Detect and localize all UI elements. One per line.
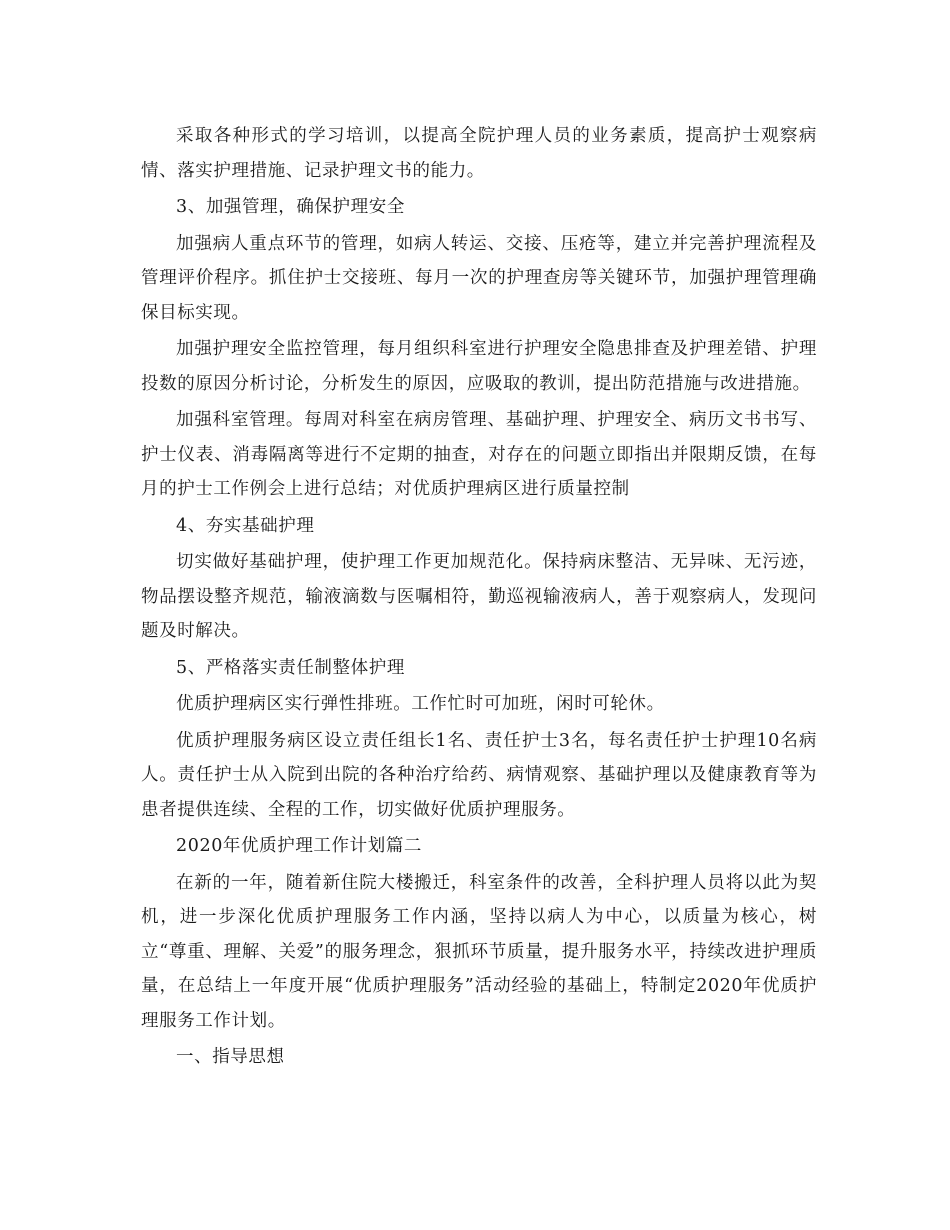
- paragraph-new-year-plan: 在新的一年，随着新住院大楼搬迁，科室条件的改善，全科护理人员将以此为契机，进一步深化优质护理服务工作内涵，坚持以病人为中心，以质量为核心，树立“尊重、理解、关爱”的服务理念，狠抓环节质量，提升服务水平，持续改进护理质量，在总结上一年度开展“优质护理服务”活动经验的基础上，特制定2020年优质护理服务工作计划。: [141, 872, 817, 1031]
- section-heading-3: 3、加强管理，确保护理安全: [176, 197, 405, 217]
- paragraph-training: 采取各种形式的学习培训，以提高全院护理人员的业务素质，提高护士观察病情、落实护理措施、记录护理文书的能力。: [141, 126, 817, 181]
- document-body: [141, 119, 817, 1077]
- section-heading-guiding-ideology: 一、指导思想: [176, 1047, 285, 1067]
- paragraph-basic-care: 切实做好基础护理，使护理工作更加规范化。保持病床整洁、无异味、无污迹，物品摆设整齐规范，输液滴数与医嘱相符，勤巡视输液病人，善于观察病人，发现问题及时解决。: [141, 552, 817, 641]
- paragraph-key-links: 加强病人重点环节的管理，如病人转运、交接、压疮等，建立并完善护理流程及管理评价程序。抓住护士交接班、每月一次的护理查房等关键环节，加强护理管理确保目标实现。: [141, 233, 817, 323]
- section-heading-5: 5、严格落实责任制整体护理: [176, 657, 405, 678]
- paragraph-safety-monitoring: 加强护理安全监控管理，每月组织科室进行护理安全隐患排查及护理差错、护理投数的原因分析讨论，分析发生的原因，应吸取的教训，提出防范措施与改进措施。: [141, 339, 817, 394]
- section-heading-4: 4、夯实基础护理: [176, 515, 315, 536]
- section-heading-plan-part-two: 2020年优质护理工作计划篇二: [176, 836, 423, 856]
- paragraph-department-management: 加强科室管理。每周对科室在病房管理、基础护理、护理安全、病历文书书写、护士仪表、消毒隔离等进行不定期的抽查，对存在的问题立即指出并限期反馈，在每月的护士工作例会上进行总结；对优质护理病区进行质量控制: [141, 410, 817, 499]
- paragraph-flexible-shifts: 优质护理病区实行弹性排班。工作忙时可加班，闲时可轮休。: [176, 694, 665, 714]
- paragraph-responsibility-team: 优质护理服务病区设立责任组长1名、责任护士3名，每名责任护士护理10名病人。责任护士从入院到出院的各种治疗给药、病情观察、基础护理以及健康教育等为患者提供连续、全程的工作，切实做好优质护理服务。: [141, 730, 817, 820]
